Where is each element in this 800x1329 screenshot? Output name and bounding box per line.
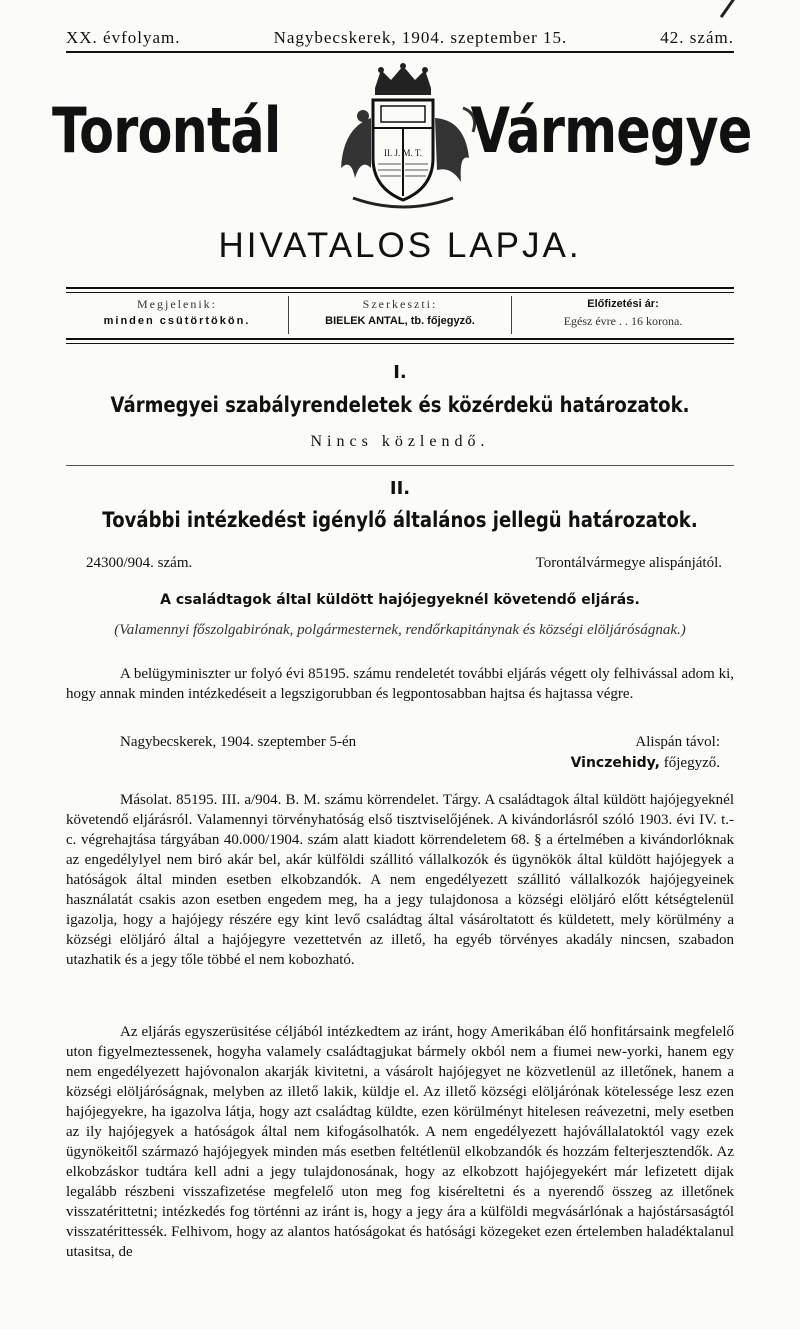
issue-line <box>66 28 734 50</box>
reference-line <box>86 555 722 572</box>
subtitle: HIVATALOS LAPJA. <box>218 226 582 265</box>
divider <box>66 338 734 340</box>
title-right: Vármegye <box>471 94 752 167</box>
price-label: Előfizetési ár: <box>587 298 659 310</box>
title-left: Torontál <box>52 94 281 167</box>
info-bar <box>66 296 734 334</box>
paragraph: A belügyminiszter ur folyó évi 85195. számu rendeletét további eljárás végett oly felhivással adom ki, hogy annak minden intézkedéseit a legszigorubban és legpontosabban hajtsa és hajtassa végre. <box>66 666 734 702</box>
signature-title: főjegyző. <box>663 755 720 771</box>
section-heading: További intézkedést igénylő általános jellegü határozatok. <box>102 508 698 532</box>
publication-info <box>66 296 288 334</box>
volume-label: XX. évfolyam. <box>66 28 181 47</box>
corner-mark <box>720 0 743 24</box>
ref-from: Torontálvármegye alispánjától. <box>535 555 722 571</box>
section-number: I. <box>393 362 407 383</box>
signature-name: Vinczehidy, <box>570 755 661 771</box>
divider <box>66 292 734 293</box>
place-date-label: Nagybecskerek, 1904. szeptember 15. <box>273 28 568 47</box>
editor-value: BIELEK ANTAL, tb. főjegyző. <box>325 315 475 327</box>
section-heading: Vármegyei szabályrendeletek és közérdekü határozatok. <box>110 393 690 417</box>
subscription-info <box>512 296 734 334</box>
document-title: A családtagok által küldött hajójegyeknél követendő eljárás. <box>160 592 640 608</box>
addressee: (Valamennyi főszolgabirónak, polgármesternek, rendőrkapitánynak és községi elöljáróságnak.) <box>114 622 686 638</box>
editor-info <box>288 296 512 334</box>
paragraph: Másolat. 85195. III. a/904. B. M. számu körrendelet. Tárgy. A családtagok által küldött hajójegyeknél követendő eljárásról. Valamennyi törvényhatóság első tisztviselőjének. A kivándorlásról szóló 1903. évi IV. t.-c. végrehajtása tárgyában 40.000/1904. szám alatt kiadott körrendeletem 68. § a értelmében a kivándorlóknak az engedélylyel nem biró akár bel, akár külföldi szállitó vállalkozók és ügynökök által küldött hajójegyek a hatóságok által minden esetben elkobzandók. A nem engedélyezett szállitó vállalkozók hajójegyeinek használatát csakis azon esetben engedem meg, ha a jegy tulajdonosa a községi elöljáró előtt kétségtelenül igazolja, hogy a hajójegy részére egy kint levő családtag által vásároltatott és küldetett, mely körülmény a községi elöljáró által a hajójegyre vezettetvén az illető, ha egyéb törvényes akadály nincsen, szabadon utazhatik és a jegy tőle többé el nem kobozható. <box>66 792 734 968</box>
signature <box>571 755 720 772</box>
ref-number: 24300/904. szám. <box>86 555 193 571</box>
place-date: Nagybecskerek, 1904. szeptember 5-én <box>120 734 357 750</box>
appears-value: minden csütörtökön. <box>103 315 251 327</box>
divider <box>66 51 734 53</box>
divider <box>66 287 734 289</box>
svg-text:II. J. M. T.: II. J. M. T. <box>384 148 422 158</box>
section-number: II. <box>389 478 411 499</box>
divider <box>66 343 734 344</box>
divider <box>66 465 734 466</box>
appears-label: Megjelenik: <box>137 297 217 311</box>
paragraph: Az eljárás egyszerüsitése céljából intézkedtem az iránt, hogy Amerikában élő honfitársaink megfelelő uton figyelmeztessenek, hogyha valamely családtagjukat bármely okból nem a fiumei new-yorki, hanem egy nem engedélyezett hajóvonalon akarják kivitetni, a vásárolt hajójegyet ne közvetlenül az illetőnek, hanem a községi elöljáróságnak, melyben az illető lakik, küldje el. Az illető községi elöljárónak kötelessége lesz ezen hajójegyekre, ha igazolva látja, hogy azt családtag küldte, ezen körülményt hitelesen reávezetni, mely esetben az ily hajójegyek a hatóságok által nem kifogásolhatók. A nem engedélyezett hajóvállalatoktól vagy ezek ügynökeitől származó hajójegyek minden más esetben feltétlenül elkobzandók és hozzám felterjesztendők. Az elkobzáskor tudtára kell adni a jegy tulajdonosának, hogy az elkobzott hajójegyekért már lefizetett dijak legalább részbeni visszafizetése megfelelő uton meg fog kiséreltetni és a nyerendő összeg az illetőnek visszatérittetni; intézkedés fog történni az iránt is, hogy a jegy ára a külföldi megvásárlónak a hajóstársaságtól visszatérittessék. Felhivom, hogy az alantos hatóságokat és hatósági közegeket ezen értelemben haladéktalanul utasitsa, de <box>66 1024 734 1260</box>
signature-role: Alispán távol: <box>635 734 720 750</box>
price-value: Egész évre . . 16 korona. <box>563 314 683 328</box>
issue-number: 42. szám. <box>660 28 734 47</box>
section-note: Nincs közlendő. <box>310 433 490 450</box>
coat-of-arms-icon <box>323 58 483 218</box>
editor-label: Szerkeszti: <box>362 297 438 311</box>
